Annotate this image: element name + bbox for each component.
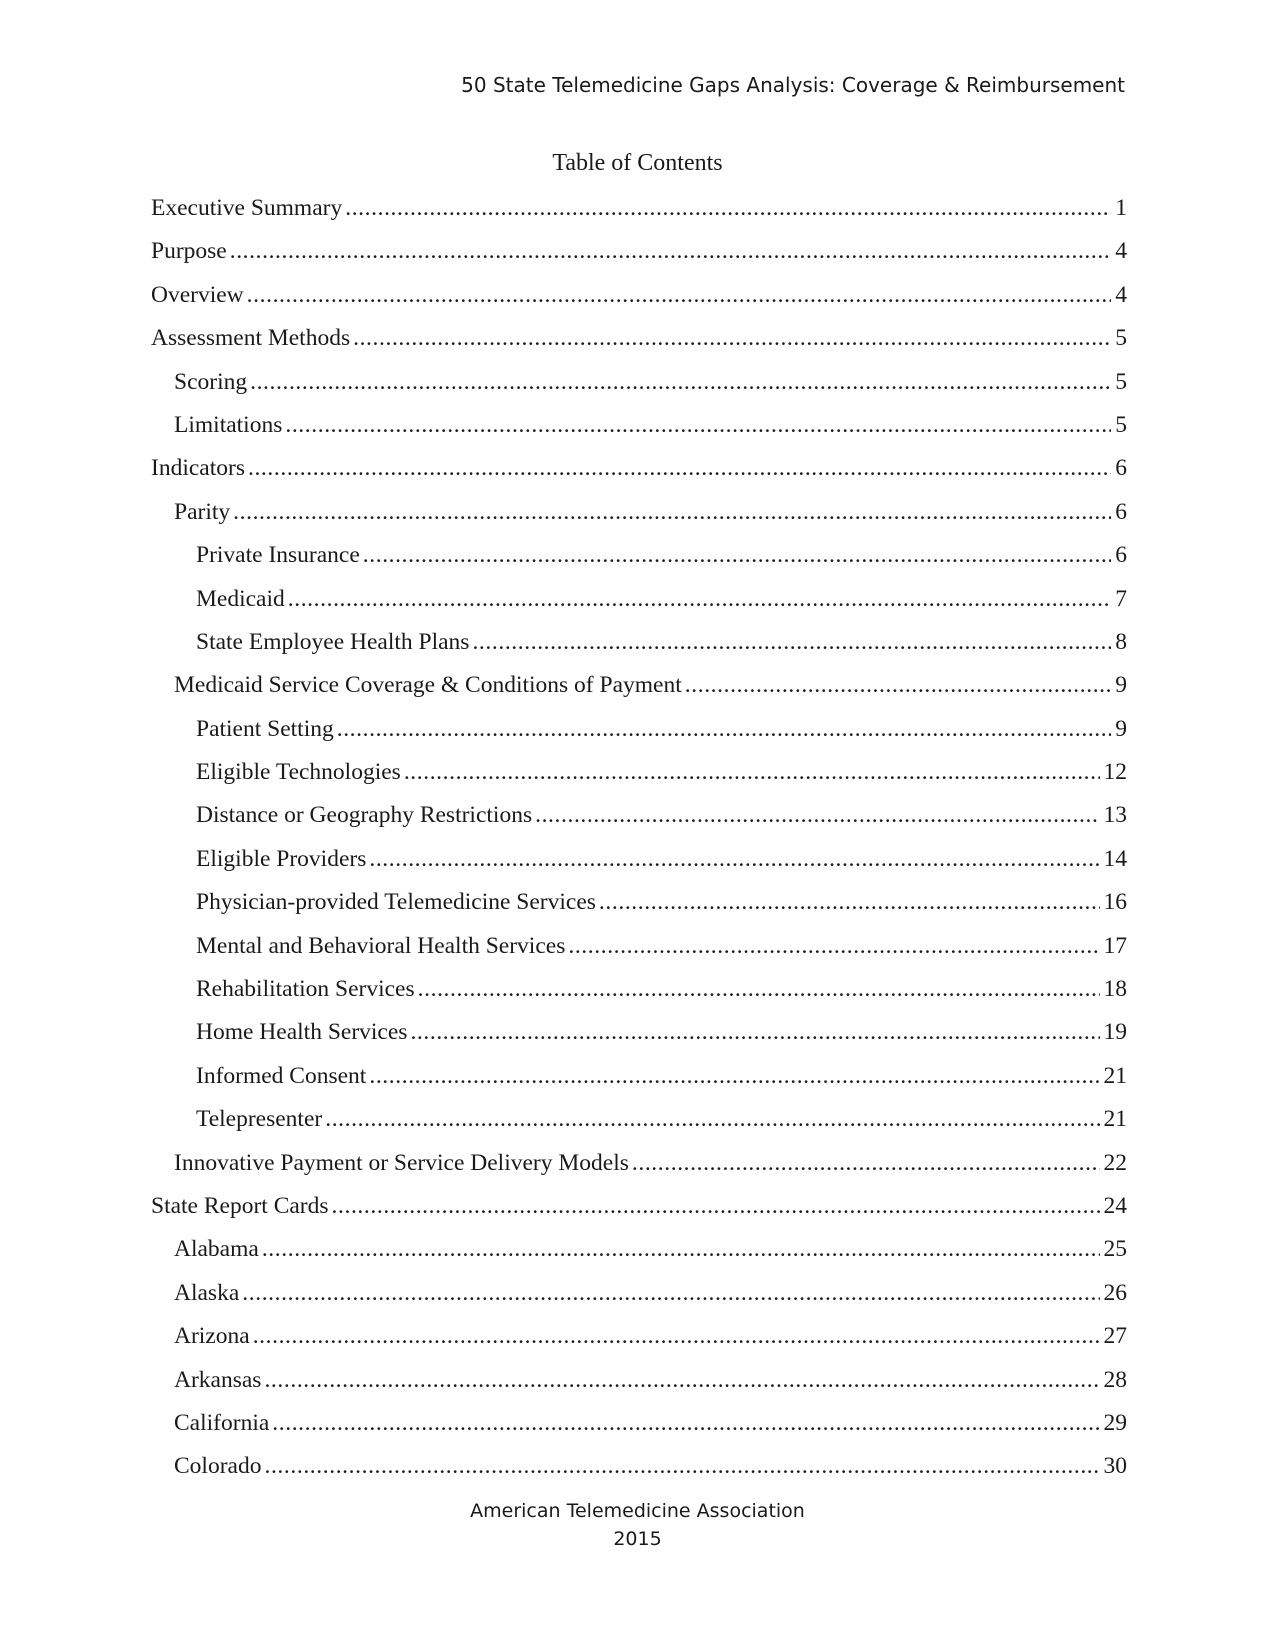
toc-entry-page-number: 30 [1103, 1453, 1127, 1480]
toc-entry[interactable] [151, 708, 1127, 751]
toc-entry-label: Medicaid [196, 585, 285, 612]
dot-leader [404, 751, 1100, 794]
toc-entry-page-number: 22 [1103, 1149, 1127, 1176]
toc-entry-label: Scoring [174, 368, 248, 395]
toc-entry[interactable] [151, 968, 1127, 1011]
toc-entry[interactable] [151, 794, 1127, 837]
dot-leader [353, 317, 1111, 360]
page-footer [0, 1497, 1275, 1553]
toc-entry[interactable] [151, 664, 1127, 707]
toc-entry[interactable] [151, 1185, 1127, 1228]
dot-leader [262, 1228, 1100, 1271]
dot-leader [230, 230, 1112, 273]
toc-entry[interactable] [151, 274, 1127, 317]
dot-leader [242, 1272, 1099, 1315]
toc-entry-page-number: 21 [1103, 1106, 1127, 1133]
toc-entry[interactable] [151, 361, 1127, 404]
toc-entry-label: Limitations [174, 411, 283, 438]
toc-entry-label: Arkansas [174, 1366, 262, 1393]
toc-entry[interactable] [151, 1011, 1127, 1054]
dot-leader [233, 491, 1111, 534]
toc-entry[interactable] [151, 1315, 1127, 1358]
dot-leader [325, 1098, 1099, 1141]
dot-leader [345, 187, 1111, 230]
toc-entry-page-number: 24 [1103, 1192, 1127, 1219]
toc-entry[interactable] [151, 534, 1127, 577]
toc-entry[interactable] [151, 621, 1127, 664]
toc-entry-label: Executive Summary [151, 195, 343, 221]
toc-entry-page-number: 8 [1115, 628, 1127, 655]
dot-leader [253, 1315, 1100, 1358]
toc-entry[interactable] [151, 1359, 1127, 1402]
toc-entry-page-number: 6 [1115, 455, 1127, 482]
dot-leader [250, 361, 1111, 404]
toc-entry[interactable] [151, 1142, 1127, 1185]
toc-entry-page-number: 29 [1103, 1409, 1127, 1436]
toc-entry-page-number: 13 [1103, 802, 1127, 829]
toc-entry-page-number: 5 [1115, 411, 1127, 438]
dot-leader [363, 534, 1111, 577]
toc-entry-label: Distance or Geography Restrictions [196, 802, 533, 829]
dot-leader [247, 274, 1112, 317]
toc-entry-page-number: 9 [1115, 715, 1127, 742]
toc-entry-label: Informed Consent [196, 1062, 367, 1089]
toc-entry[interactable] [151, 925, 1127, 968]
toc-entry-label: Home Health Services [196, 1019, 408, 1046]
dot-leader [410, 1011, 1099, 1054]
toc-entry-page-number: 6 [1115, 542, 1127, 569]
toc-entry-page-number: 12 [1103, 759, 1127, 786]
toc-entry-page-number: 9 [1115, 672, 1127, 699]
toc-entry-label: Alaska [174, 1279, 240, 1306]
toc-entry-page-number: 28 [1103, 1366, 1127, 1393]
dot-leader [369, 1055, 1099, 1098]
toc-entry[interactable] [151, 404, 1127, 447]
toc-entry-label: Overview [151, 281, 244, 308]
toc-entry-label: State Employee Health Plans [196, 628, 470, 655]
toc-entry-label: Parity [174, 498, 231, 525]
toc-entry[interactable] [151, 1402, 1127, 1445]
toc-entry-label: Rehabilitation Services [196, 976, 415, 1003]
toc-entry-label: Assessment Methods [151, 325, 351, 352]
dot-leader [332, 1185, 1100, 1228]
toc-entry-label: Innovative Payment or Service Delivery Models [174, 1149, 629, 1176]
toc-entry[interactable] [151, 1445, 1127, 1488]
running-header: 50 State Telemedicine Gaps Analysis: Coverage & Reimbursement [461, 73, 1125, 97]
toc-entry[interactable] [151, 447, 1127, 490]
toc-entry-page-number: 21 [1103, 1062, 1127, 1089]
toc-entry-label: Alabama [174, 1236, 259, 1263]
dot-leader [264, 1445, 1099, 1488]
dot-leader [248, 447, 1111, 490]
toc-entry[interactable] [151, 1098, 1127, 1141]
toc-entry[interactable] [151, 881, 1127, 924]
toc-entry-label: Arizona [174, 1323, 250, 1350]
dot-leader [288, 578, 1112, 621]
toc-entry-page-number: 27 [1103, 1323, 1127, 1350]
dot-leader [418, 968, 1100, 1011]
toc-entry-label: Purpose [151, 238, 227, 265]
toc-entry-page-number: 19 [1103, 1019, 1127, 1046]
toc-title: Table of Contents [552, 150, 723, 176]
footer-year: 2015 [613, 1528, 662, 1550]
toc-entry-page-number: 18 [1103, 976, 1127, 1003]
toc-entry-label: Eligible Technologies [196, 759, 401, 786]
toc-entry-label: California [174, 1409, 270, 1436]
dot-leader [285, 404, 1111, 447]
footer-organization: American Telemedicine Association [470, 1500, 805, 1522]
toc-entry-page-number: 1 [1115, 195, 1127, 221]
toc-entry[interactable] [151, 838, 1127, 881]
toc-entry-page-number: 16 [1103, 889, 1127, 916]
toc-entry-page-number: 6 [1115, 498, 1127, 525]
dot-leader [264, 1359, 1099, 1402]
dot-leader [632, 1142, 1100, 1185]
toc-entry-label: Colorado [174, 1453, 262, 1480]
dot-leader [599, 881, 1100, 924]
toc-entry[interactable] [151, 1228, 1127, 1271]
dot-leader [337, 708, 1112, 751]
dot-leader [369, 838, 1099, 881]
toc-entry-page-number: 5 [1115, 368, 1127, 395]
dot-leader [535, 794, 1099, 837]
toc-entry-page-number: 7 [1115, 585, 1127, 612]
toc-entry-page-number: 26 [1103, 1279, 1127, 1306]
toc-entry[interactable] [151, 187, 1127, 230]
toc-entry-page-number: 4 [1115, 238, 1127, 265]
toc-entry-page-number: 5 [1115, 325, 1127, 352]
toc-entry-label: Patient Setting [196, 715, 334, 742]
toc-entry[interactable] [151, 751, 1127, 794]
toc-entry-label: Physician-provided Telemedicine Services [196, 889, 596, 916]
toc-entry-label: Mental and Behavioral Health Services [196, 932, 566, 959]
dot-leader [272, 1402, 1099, 1445]
toc-entry[interactable] [151, 317, 1127, 360]
toc-entry-page-number: 17 [1103, 932, 1127, 959]
dot-leader [472, 621, 1111, 664]
toc-entry-page-number: 4 [1115, 281, 1127, 308]
toc-entry-page-number: 25 [1103, 1236, 1127, 1263]
toc-entry-label: Telepresenter [196, 1106, 323, 1133]
toc-entry[interactable] [151, 578, 1127, 621]
dot-leader [568, 925, 1099, 968]
toc-entry[interactable] [151, 230, 1127, 273]
toc-entry[interactable] [151, 1055, 1127, 1098]
toc-entry[interactable] [151, 491, 1127, 534]
toc-entry-label: Eligible Providers [196, 845, 367, 872]
toc-entry-label: Indicators [151, 455, 245, 482]
table-of-contents [151, 187, 1127, 1489]
dot-leader [685, 664, 1111, 707]
toc-entry-page-number: 14 [1103, 845, 1127, 872]
toc-entry-label: State Report Cards [151, 1192, 329, 1219]
toc-entry-label: Private Insurance [196, 542, 360, 569]
toc-entry[interactable] [151, 1272, 1127, 1315]
toc-entry-label: Medicaid Service Coverage & Conditions of Payment [174, 672, 682, 699]
